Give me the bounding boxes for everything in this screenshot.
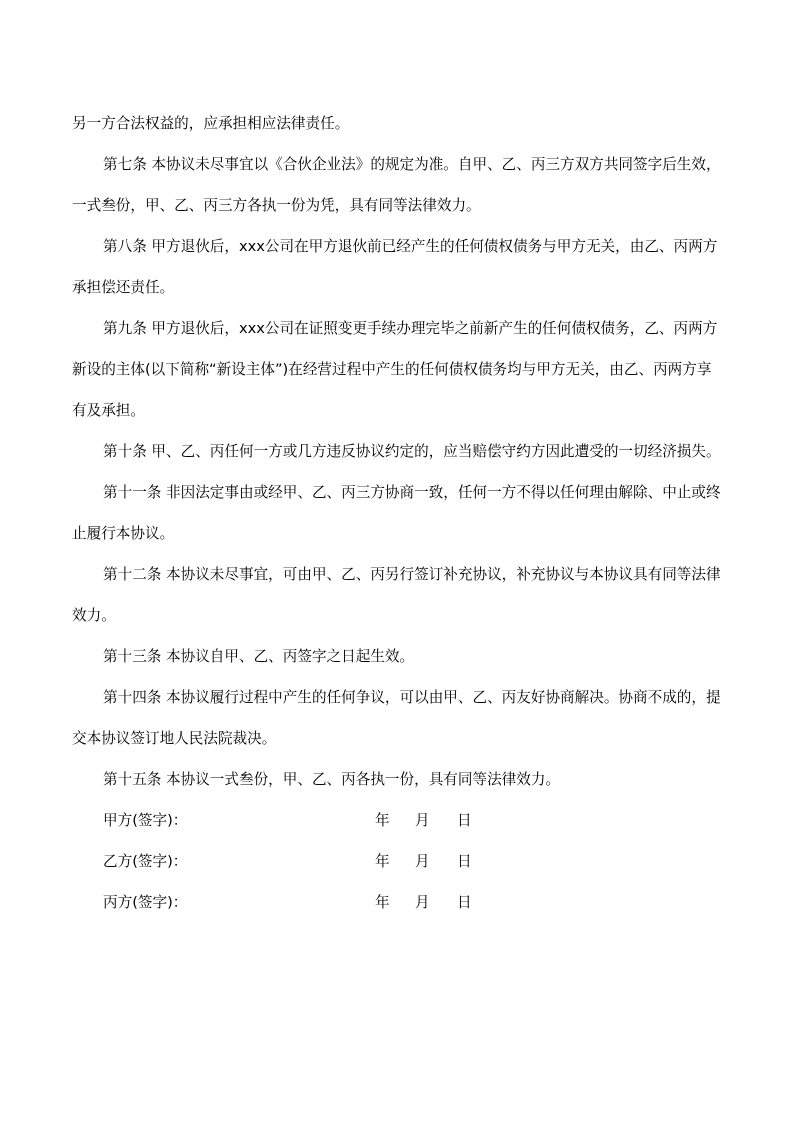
signature-label-party-a: 甲方(签字)： (103, 812, 188, 829)
signature-date-party-c (375, 882, 472, 923)
signature-label-party-b: 乙方(签字)： (103, 853, 188, 870)
article-7: 第七条 本协议未尽事宜以《合伙企业法》的规定为准。自甲、乙、丙三方双方共同签字后生效，一式叁份，甲、乙、丙三方各执一份为凭，具有同等法律效力。 (72, 156, 721, 214)
signature-date-party-a (375, 800, 472, 841)
date-year-label: 年 (375, 812, 390, 829)
signature-row-party-c (72, 882, 722, 923)
date-year-label: 年 (375, 894, 390, 911)
article-9: 第九条 甲方退伙后，xxx公司在证照变更手续办理完毕之前新产生的任何债权债务，乙、丙两方新设的主体(以下简称“新设主体”)在经营过程中产生的任何债权债务均与甲方无关，由乙、丙两方享有及承担。 (72, 320, 718, 419)
date-day-label: 日 (457, 812, 472, 829)
date-month-label: 月 (415, 853, 430, 870)
date-day-label: 日 (457, 853, 472, 870)
article-11: 第十一条 非因法定事由或经甲、乙、丙三方协商一致，任何一方不得以任何理由解除、中止或终止履行本协议。 (72, 484, 721, 542)
date-day-label: 日 (457, 894, 472, 911)
document-body (72, 103, 722, 923)
continuation-paragraph: 另一方合法权益的，应承担相应法律责任。 (72, 115, 350, 132)
signature-row-party-b (72, 841, 722, 882)
article-8: 第八条 甲方退伙后，xxx公司在甲方退伙前已经产生的任何债权债务与甲方无关，由乙、丙两方承担偿还责任。 (72, 238, 718, 296)
date-month-label: 月 (415, 812, 430, 829)
signature-row-party-a (72, 800, 722, 841)
date-year-label: 年 (375, 853, 390, 870)
date-month-label: 月 (415, 894, 430, 911)
signature-date-party-b (375, 841, 472, 882)
article-10: 第十条 甲、乙、丙任何一方或几方违反协议约定的，应当赔偿守约方因此遭受的一切经济损失。 (103, 443, 721, 460)
article-15: 第十五条 本协议一式叁份，甲、乙、丙各执一份，具有同等法律效力。 (103, 771, 561, 788)
signature-label-party-c: 丙方(签字)： (103, 894, 188, 911)
article-14: 第十四条 本协议履行过程中产生的任何争议，可以由甲、乙、丙友好协商解决。协商不成的，提交本协议签订地人民法院裁决。 (72, 689, 721, 747)
article-13: 第十三条 本协议自甲、乙、丙签字之日起生效。 (103, 648, 415, 665)
article-12: 第十二条 本协议未尽事宜，可由甲、乙、丙另行签订补充协议，补充协议与本协议具有同等法律效力。 (72, 566, 721, 624)
